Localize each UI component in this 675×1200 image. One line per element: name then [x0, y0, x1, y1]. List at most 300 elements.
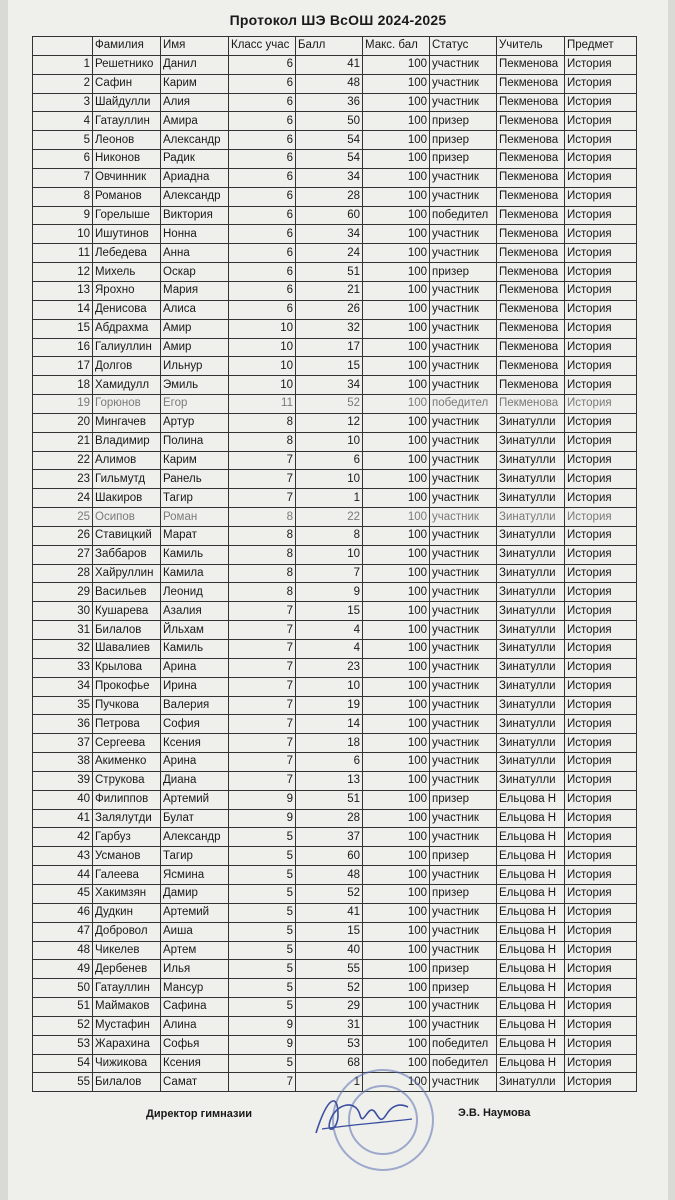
cell-first-name: Ксения [161, 1054, 229, 1073]
cell-teacher: Зинатулли [497, 677, 565, 696]
table-row [33, 413, 637, 432]
cell-teacher: Ельцова Н [497, 922, 565, 941]
col-header-name: Имя [161, 37, 229, 56]
cell-max-score: 100 [363, 545, 430, 564]
cell-surname: Струкова [93, 771, 161, 790]
cell-surname: Крылова [93, 658, 161, 677]
cell-score: 51 [296, 790, 363, 809]
cell-first-name: Алия [161, 93, 229, 112]
table-row [33, 847, 637, 866]
cell-teacher: Ельцова Н [497, 998, 565, 1017]
cell-status: призер [430, 960, 497, 979]
table-row [33, 225, 637, 244]
cell-first-name: Валерия [161, 696, 229, 715]
table-row [33, 621, 637, 640]
cell-score: 7 [296, 564, 363, 583]
cell-class: 7 [229, 451, 296, 470]
cell-surname: Алимов [93, 451, 161, 470]
cell-score: 10 [296, 470, 363, 489]
cell-subject: История [565, 131, 637, 150]
cell-row-number: 10 [33, 225, 93, 244]
cell-score: 13 [296, 771, 363, 790]
cell-score: 55 [296, 960, 363, 979]
cell-first-name: Арина [161, 753, 229, 772]
cell-class: 6 [229, 150, 296, 169]
cell-surname: Овчинник [93, 168, 161, 187]
cell-teacher: Ельцова Н [497, 903, 565, 922]
table-row [33, 93, 637, 112]
cell-row-number: 25 [33, 508, 93, 527]
cell-first-name: Артемий [161, 903, 229, 922]
cell-surname: Осипов [93, 508, 161, 527]
cell-row-number: 51 [33, 998, 93, 1017]
cell-surname: Галиуллин [93, 338, 161, 357]
cell-max-score: 100 [363, 941, 430, 960]
cell-row-number: 41 [33, 809, 93, 828]
cell-subject: История [565, 225, 637, 244]
cell-status: участник [430, 866, 497, 885]
cell-class: 5 [229, 847, 296, 866]
table-row [33, 187, 637, 206]
cell-score: 60 [296, 847, 363, 866]
cell-surname: Романов [93, 187, 161, 206]
cell-subject: История [565, 489, 637, 508]
cell-max-score: 100 [363, 1016, 430, 1035]
cell-status: призер [430, 790, 497, 809]
table-row [33, 263, 637, 282]
director-label: Директор гимназии [146, 1108, 253, 1120]
cell-surname: Маймаков [93, 998, 161, 1017]
cell-score: 9 [296, 583, 363, 602]
cell-row-number: 8 [33, 187, 93, 206]
cell-class: 7 [229, 658, 296, 677]
cell-first-name: Диана [161, 771, 229, 790]
cell-teacher: Зинатулли [497, 470, 565, 489]
cell-max-score: 100 [363, 395, 430, 414]
cell-row-number: 40 [33, 790, 93, 809]
cell-max-score: 100 [363, 828, 430, 847]
cell-score: 24 [296, 244, 363, 263]
cell-teacher: Зинатулли [497, 715, 565, 734]
cell-row-number: 53 [33, 1035, 93, 1054]
cell-max-score: 100 [363, 658, 430, 677]
table-row [33, 658, 637, 677]
cell-teacher: Ельцова Н [497, 960, 565, 979]
cell-surname: Шавалиев [93, 640, 161, 659]
cell-class: 8 [229, 526, 296, 545]
cell-row-number: 19 [33, 395, 93, 414]
col-header-teacher: Учитель [497, 37, 565, 56]
cell-status: участник [430, 602, 497, 621]
cell-score: 4 [296, 621, 363, 640]
cell-status: призер [430, 131, 497, 150]
table-row [33, 206, 637, 225]
cell-surname: Ставицкий [93, 526, 161, 545]
page-title: Протокол ШЭ ВсОШ 2024-2025 [229, 12, 447, 28]
cell-max-score: 100 [363, 734, 430, 753]
cell-row-number: 14 [33, 300, 93, 319]
cell-max-score: 100 [363, 300, 430, 319]
cell-row-number: 27 [33, 545, 93, 564]
cell-row-number: 5 [33, 131, 93, 150]
col-header-status: Статус [430, 37, 497, 56]
table-row [33, 338, 637, 357]
cell-first-name: Камиль [161, 545, 229, 564]
cell-first-name: Амир [161, 338, 229, 357]
cell-class: 7 [229, 715, 296, 734]
cell-score: 68 [296, 1054, 363, 1073]
cell-class: 5 [229, 828, 296, 847]
table-row [33, 55, 637, 74]
cell-teacher: Пекменова [497, 300, 565, 319]
cell-surname: Филиппов [93, 790, 161, 809]
cell-teacher: Зинатулли [497, 771, 565, 790]
cell-subject: История [565, 734, 637, 753]
cell-status: участник [430, 1016, 497, 1035]
cell-status: участник [430, 564, 497, 583]
cell-subject: История [565, 884, 637, 903]
cell-score: 26 [296, 300, 363, 319]
cell-first-name: Егор [161, 395, 229, 414]
cell-row-number: 33 [33, 658, 93, 677]
cell-score: 53 [296, 1035, 363, 1054]
cell-score: 12 [296, 413, 363, 432]
cell-surname: Усманов [93, 847, 161, 866]
cell-teacher: Ельцова Н [497, 790, 565, 809]
cell-status: участник [430, 244, 497, 263]
cell-row-number: 3 [33, 93, 93, 112]
cell-score: 34 [296, 376, 363, 395]
cell-first-name: Йльхам [161, 621, 229, 640]
cell-status: участник [430, 658, 497, 677]
cell-first-name: Александр [161, 828, 229, 847]
cell-first-name: Роман [161, 508, 229, 527]
col-header-score: Балл [296, 37, 363, 56]
cell-first-name: Нонна [161, 225, 229, 244]
cell-subject: История [565, 790, 637, 809]
cell-status: победител [430, 395, 497, 414]
cell-first-name: Дамир [161, 884, 229, 903]
cell-row-number: 9 [33, 206, 93, 225]
table-row [33, 696, 637, 715]
cell-teacher: Ельцова Н [497, 884, 565, 903]
cell-score: 37 [296, 828, 363, 847]
cell-status: участник [430, 828, 497, 847]
cell-subject: История [565, 376, 637, 395]
cell-teacher: Зинатулли [497, 413, 565, 432]
cell-max-score: 100 [363, 150, 430, 169]
cell-max-score: 100 [363, 583, 430, 602]
cell-first-name: Мария [161, 281, 229, 300]
cell-subject: История [565, 545, 637, 564]
cell-surname: Пучкова [93, 696, 161, 715]
cell-first-name: Анна [161, 244, 229, 263]
cell-score: 54 [296, 150, 363, 169]
cell-surname: Горюнов [93, 395, 161, 414]
cell-surname: Кушарева [93, 602, 161, 621]
col-header-surname: Фамилия [93, 37, 161, 56]
cell-status: призер [430, 263, 497, 282]
cell-status: участник [430, 376, 497, 395]
cell-score: 15 [296, 602, 363, 621]
cell-surname: Мустафин [93, 1016, 161, 1035]
cell-row-number: 39 [33, 771, 93, 790]
cell-first-name: Карим [161, 74, 229, 93]
cell-subject: История [565, 602, 637, 621]
cell-class: 11 [229, 395, 296, 414]
cell-class: 8 [229, 432, 296, 451]
cell-class: 10 [229, 376, 296, 395]
cell-subject: История [565, 1035, 637, 1054]
cell-first-name: Самат [161, 1073, 229, 1092]
cell-subject: История [565, 508, 637, 527]
cell-teacher: Зинатулли [497, 734, 565, 753]
cell-surname: Гатауллин [93, 112, 161, 131]
cell-surname: Акименко [93, 753, 161, 772]
cell-row-number: 29 [33, 583, 93, 602]
table-row [33, 979, 637, 998]
cell-score: 8 [296, 526, 363, 545]
cell-surname: Галеева [93, 866, 161, 885]
cell-row-number: 46 [33, 903, 93, 922]
cell-max-score: 100 [363, 168, 430, 187]
cell-teacher: Ельцова Н [497, 809, 565, 828]
cell-row-number: 49 [33, 960, 93, 979]
cell-class: 8 [229, 413, 296, 432]
cell-surname: Шайдулли [93, 93, 161, 112]
cell-row-number: 35 [33, 696, 93, 715]
cell-score: 21 [296, 281, 363, 300]
cell-first-name: Азалия [161, 602, 229, 621]
cell-surname: Горелыше [93, 206, 161, 225]
cell-teacher: Пекменова [497, 187, 565, 206]
cell-surname: Гарбуз [93, 828, 161, 847]
table-row [33, 1016, 637, 1035]
cell-subject: История [565, 395, 637, 414]
cell-max-score: 100 [363, 413, 430, 432]
cell-teacher: Пекменова [497, 395, 565, 414]
cell-class: 5 [229, 866, 296, 885]
cell-score: 41 [296, 903, 363, 922]
cell-teacher: Пекменова [497, 206, 565, 225]
cell-surname: Заббаров [93, 545, 161, 564]
cell-class: 5 [229, 922, 296, 941]
cell-teacher: Зинатулли [497, 1073, 565, 1092]
cell-surname: Гатауллин [93, 979, 161, 998]
cell-row-number: 15 [33, 319, 93, 338]
cell-score: 10 [296, 432, 363, 451]
cell-teacher: Пекменова [497, 281, 565, 300]
cell-subject: История [565, 715, 637, 734]
cell-max-score: 100 [363, 187, 430, 206]
cell-teacher: Пекменова [497, 131, 565, 150]
cell-first-name: Камиль [161, 640, 229, 659]
cell-subject: История [565, 847, 637, 866]
cell-surname: Лебедева [93, 244, 161, 263]
cell-row-number: 23 [33, 470, 93, 489]
cell-teacher: Зинатулли [497, 658, 565, 677]
cell-surname: Петрова [93, 715, 161, 734]
cell-score: 31 [296, 1016, 363, 1035]
cell-score: 28 [296, 809, 363, 828]
table-row [33, 941, 637, 960]
cell-score: 1 [296, 1073, 363, 1092]
cell-max-score: 100 [363, 960, 430, 979]
cell-surname: Абдрахма [93, 319, 161, 338]
cell-status: участник [430, 583, 497, 602]
cell-status: участник [430, 319, 497, 338]
cell-max-score: 100 [363, 376, 430, 395]
cell-class: 9 [229, 1035, 296, 1054]
cell-first-name: Ирина [161, 677, 229, 696]
cell-surname: Дудкин [93, 903, 161, 922]
cell-class: 8 [229, 583, 296, 602]
cell-teacher: Зинатулли [497, 508, 565, 527]
table-header-row [33, 37, 637, 56]
cell-class: 10 [229, 338, 296, 357]
cell-status: участник [430, 677, 497, 696]
table-row [33, 677, 637, 696]
cell-subject: История [565, 903, 637, 922]
table-row [33, 884, 637, 903]
cell-status: участник [430, 451, 497, 470]
cell-subject: История [565, 413, 637, 432]
cell-max-score: 100 [363, 677, 430, 696]
table-row [33, 1035, 637, 1054]
cell-score: 14 [296, 715, 363, 734]
cell-subject: История [565, 93, 637, 112]
cell-status: участник [430, 771, 497, 790]
cell-status: призер [430, 979, 497, 998]
cell-subject: История [565, 828, 637, 847]
cell-class: 7 [229, 621, 296, 640]
cell-status: участник [430, 55, 497, 74]
cell-score: 52 [296, 884, 363, 903]
cell-first-name: Мансур [161, 979, 229, 998]
cell-surname: Добровол [93, 922, 161, 941]
cell-subject: История [565, 168, 637, 187]
cell-class: 10 [229, 319, 296, 338]
cell-class: 6 [229, 74, 296, 93]
cell-surname: Хакимзян [93, 884, 161, 903]
cell-subject: История [565, 187, 637, 206]
table-row [33, 395, 637, 414]
cell-teacher: Зинатулли [497, 753, 565, 772]
cell-class: 7 [229, 602, 296, 621]
cell-class: 5 [229, 884, 296, 903]
cell-status: участник [430, 1073, 497, 1092]
cell-subject: История [565, 112, 637, 131]
cell-max-score: 100 [363, 1054, 430, 1073]
cell-first-name: Эмиль [161, 376, 229, 395]
cell-class: 5 [229, 979, 296, 998]
cell-status: участник [430, 93, 497, 112]
cell-row-number: 50 [33, 979, 93, 998]
table-row [33, 470, 637, 489]
cell-max-score: 100 [363, 564, 430, 583]
col-header-subject: Предмет [565, 37, 637, 56]
cell-first-name: Ариадна [161, 168, 229, 187]
cell-first-name: Амира [161, 112, 229, 131]
cell-row-number: 4 [33, 112, 93, 131]
cell-subject: История [565, 1073, 637, 1092]
cell-status: участник [430, 489, 497, 508]
cell-max-score: 100 [363, 1035, 430, 1054]
cell-row-number: 42 [33, 828, 93, 847]
cell-class: 7 [229, 753, 296, 772]
cell-first-name: Данил [161, 55, 229, 74]
cell-teacher: Зинатулли [497, 564, 565, 583]
cell-teacher: Зинатулли [497, 451, 565, 470]
cell-max-score: 100 [363, 93, 430, 112]
cell-surname: Ярохно [93, 281, 161, 300]
cell-max-score: 100 [363, 526, 430, 545]
cell-max-score: 100 [363, 621, 430, 640]
cell-status: участник [430, 413, 497, 432]
cell-surname: Хамидулл [93, 376, 161, 395]
cell-teacher: Зинатулли [497, 621, 565, 640]
cell-row-number: 17 [33, 357, 93, 376]
table-row [33, 960, 637, 979]
cell-score: 10 [296, 677, 363, 696]
cell-max-score: 100 [363, 998, 430, 1017]
cell-subject: История [565, 583, 637, 602]
cell-max-score: 100 [363, 884, 430, 903]
cell-first-name: Артур [161, 413, 229, 432]
cell-row-number: 7 [33, 168, 93, 187]
cell-teacher: Зинатулли [497, 640, 565, 659]
cell-max-score: 100 [363, 225, 430, 244]
cell-subject: История [565, 696, 637, 715]
cell-class: 7 [229, 640, 296, 659]
col-header-max-score: Макс. бал [363, 37, 430, 56]
cell-class: 8 [229, 508, 296, 527]
cell-teacher: Ельцова Н [497, 979, 565, 998]
table-row [33, 734, 637, 753]
cell-first-name: Амир [161, 319, 229, 338]
cell-surname: Мингачев [93, 413, 161, 432]
cell-max-score: 100 [363, 489, 430, 508]
cell-first-name: Виктория [161, 206, 229, 225]
cell-status: победител [430, 1035, 497, 1054]
cell-surname: Чижикова [93, 1054, 161, 1073]
cell-surname: Никонов [93, 150, 161, 169]
cell-class: 5 [229, 903, 296, 922]
table-row [33, 545, 637, 564]
cell-score: 52 [296, 395, 363, 414]
cell-max-score: 100 [363, 263, 430, 282]
cell-subject: История [565, 866, 637, 885]
cell-score: 54 [296, 131, 363, 150]
cell-teacher: Пекменова [497, 244, 565, 263]
cell-teacher: Пекменова [497, 55, 565, 74]
cell-class: 6 [229, 131, 296, 150]
table-row [33, 790, 637, 809]
cell-score: 22 [296, 508, 363, 527]
cell-surname: Владимир [93, 432, 161, 451]
cell-max-score: 100 [363, 809, 430, 828]
cell-teacher: Пекменова [497, 93, 565, 112]
cell-max-score: 100 [363, 357, 430, 376]
table-row [33, 300, 637, 319]
cell-status: участник [430, 300, 497, 319]
cell-teacher: Пекменова [497, 263, 565, 282]
cell-score: 34 [296, 168, 363, 187]
cell-max-score: 100 [363, 640, 430, 659]
cell-subject: История [565, 338, 637, 357]
signature-icon [308, 1085, 418, 1145]
cell-score: 1 [296, 489, 363, 508]
